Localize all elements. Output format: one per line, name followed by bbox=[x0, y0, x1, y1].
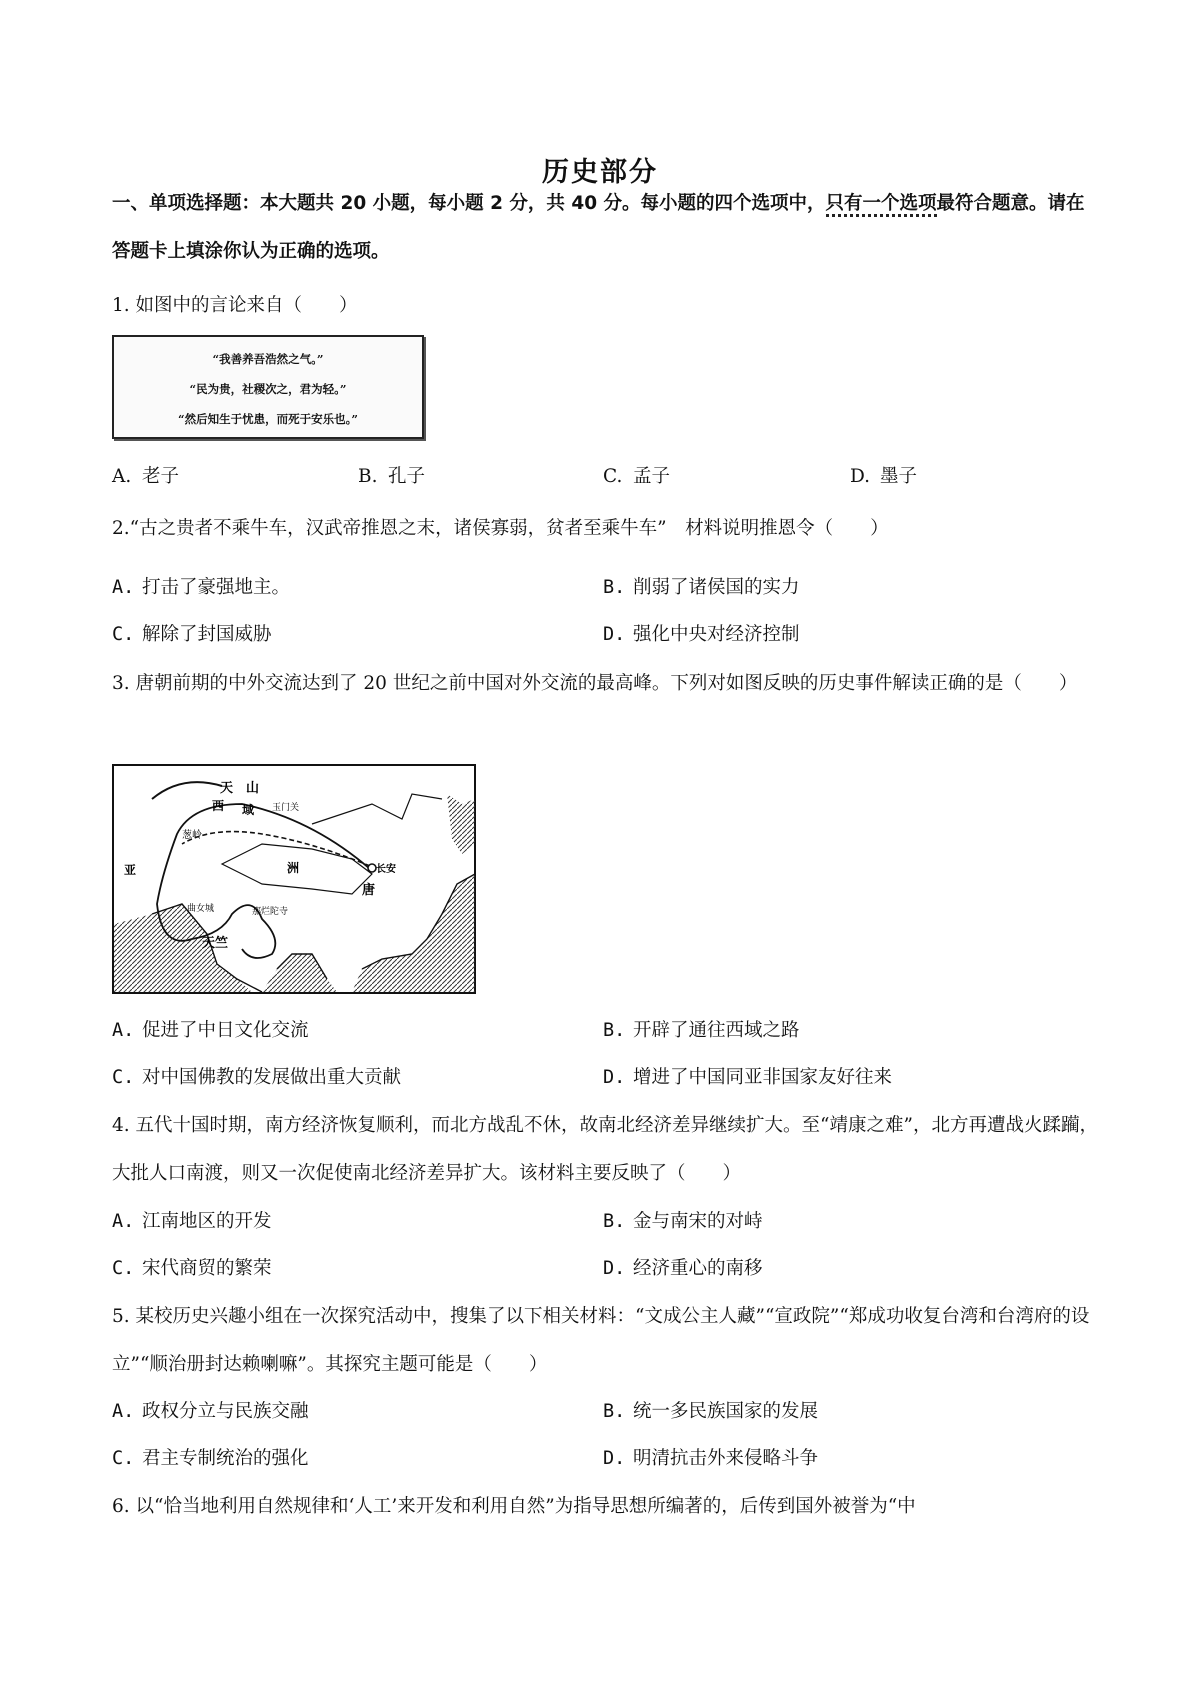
map-label: 葱岭 bbox=[182, 830, 202, 841]
q3-option-a[interactable]: A. 促进了中日文化交流 bbox=[112, 1020, 309, 1041]
question-1-quote-figure bbox=[112, 335, 424, 439]
map-label: 亚 bbox=[124, 863, 137, 877]
q2-option-c[interactable]: C. 解除了封国威胁 bbox=[112, 624, 272, 645]
instructions-part2: 最符合题意。请在答题卡上填涂你认为正确的选项。 bbox=[112, 193, 1085, 262]
question-4-stem: 4. 五代十国时期，南方经济恢复顺利，而北方战乱不休，故南北经济差异继续扩大。至“靖康之难”，北方再遭战火蹂躏，大批人口南渡，则又一次促使南北经济差异扩大。该材料主要反映了（ ） bbox=[112, 1115, 1098, 1184]
q2-option-b[interactable]: B. 削弱了诸侯国的实力 bbox=[603, 577, 800, 598]
map-label: 域 bbox=[242, 803, 255, 817]
quote-line: “我善养吾浩然之气。” bbox=[212, 352, 324, 366]
map-label: 玉门关 bbox=[272, 803, 300, 813]
question-3-route-map bbox=[112, 764, 476, 994]
q4-option-c[interactable]: C. 宋代商贸的繁荣 bbox=[112, 1258, 272, 1279]
section-instructions bbox=[112, 180, 1102, 276]
q3-option-d[interactable]: D. 增进了中国同亚非国家友好往来 bbox=[603, 1067, 893, 1088]
q1-option-a[interactable]: A. 老子 bbox=[112, 466, 180, 487]
question-5-stem: 5. 某校历史兴趣小组在一次探究活动中，搜集了以下相关材料：“文成公主人藏”“宣政院”“郑成功收复台湾和台湾府的设立”“顺治册封达赖喇嘛”。其探究主题可能是（ ） bbox=[112, 1306, 1090, 1375]
quote-line: “民为贵，社稷次之，君为轻。” bbox=[189, 382, 347, 396]
map-label: 那烂陀寺 bbox=[252, 907, 289, 917]
map-label: 唐 bbox=[362, 883, 376, 898]
q1-option-b[interactable]: B. 孔子 bbox=[358, 466, 426, 487]
q5-option-b[interactable]: B. 统一多民族国家的发展 bbox=[603, 1401, 819, 1422]
q3-option-b[interactable]: B. 开辟了通往西域之路 bbox=[603, 1020, 800, 1041]
map-label: 天竺 bbox=[202, 936, 229, 951]
q4-option-d[interactable]: D. 经济重心的南移 bbox=[603, 1258, 763, 1279]
changan-marker bbox=[368, 864, 376, 872]
question-3-stem: 3. 唐朝前期的中外交流达到了 20 世纪之前中国对外交流的最高峰。下列对如图反映的历史事件解读正确的是（ ） bbox=[112, 673, 1078, 694]
q3-option-c[interactable]: C. 对中国佛教的发展做出重大贡献 bbox=[112, 1067, 402, 1088]
q4-option-b[interactable]: B. 金与南宋的对峙 bbox=[603, 1211, 763, 1232]
q5-option-c[interactable]: C. 君主专制统治的强化 bbox=[112, 1448, 309, 1469]
q5-option-a[interactable]: A. 政权分立与民族交融 bbox=[112, 1401, 309, 1422]
instructions-emphasis: 只有一个选项 bbox=[826, 193, 937, 217]
page-title: 历史部分 bbox=[542, 157, 658, 188]
q5-option-d[interactable]: D. 明清抗击外来侵略斗争 bbox=[603, 1448, 819, 1469]
question-1-stem: 1. 如图中的言论来自（ ） bbox=[112, 295, 358, 316]
question-6-stem: 6. 以“恰当地利用自然规律和‘人工’来开发和利用自然”为指导思想所编著的，后传到国外被誉为“中 bbox=[112, 1496, 916, 1517]
q2-option-a[interactable]: A. 打击了豪强地主。 bbox=[112, 577, 291, 598]
question-2-stem: 2.“古之贵者不乘牛车，汉武帝推恩之末，诸侯寡弱，贫者至乘牛车” 材料说明推恩令（ ） bbox=[112, 518, 889, 539]
map-label: 西 bbox=[212, 799, 225, 813]
q4-option-a[interactable]: A. 江南地区的开发 bbox=[112, 1211, 272, 1232]
instructions-part1: 一、单项选择题：本大题共 20 小题，每小题 2 分，共 40 分。每小题的四个选项中， bbox=[112, 193, 826, 214]
q1-option-c[interactable]: C. 孟子 bbox=[603, 466, 671, 487]
q2-option-d[interactable]: D. 强化中央对经济控制 bbox=[603, 624, 800, 645]
map-label: 天 山 bbox=[220, 781, 260, 796]
quote-line: “然后知生于忧患，而死于安乐也。” bbox=[178, 412, 358, 426]
map-label: 洲 bbox=[287, 861, 300, 875]
map-label: 长安 bbox=[376, 864, 396, 875]
map-label: 曲女城 bbox=[187, 904, 215, 914]
q1-option-d[interactable]: D. 墨子 bbox=[850, 466, 918, 487]
